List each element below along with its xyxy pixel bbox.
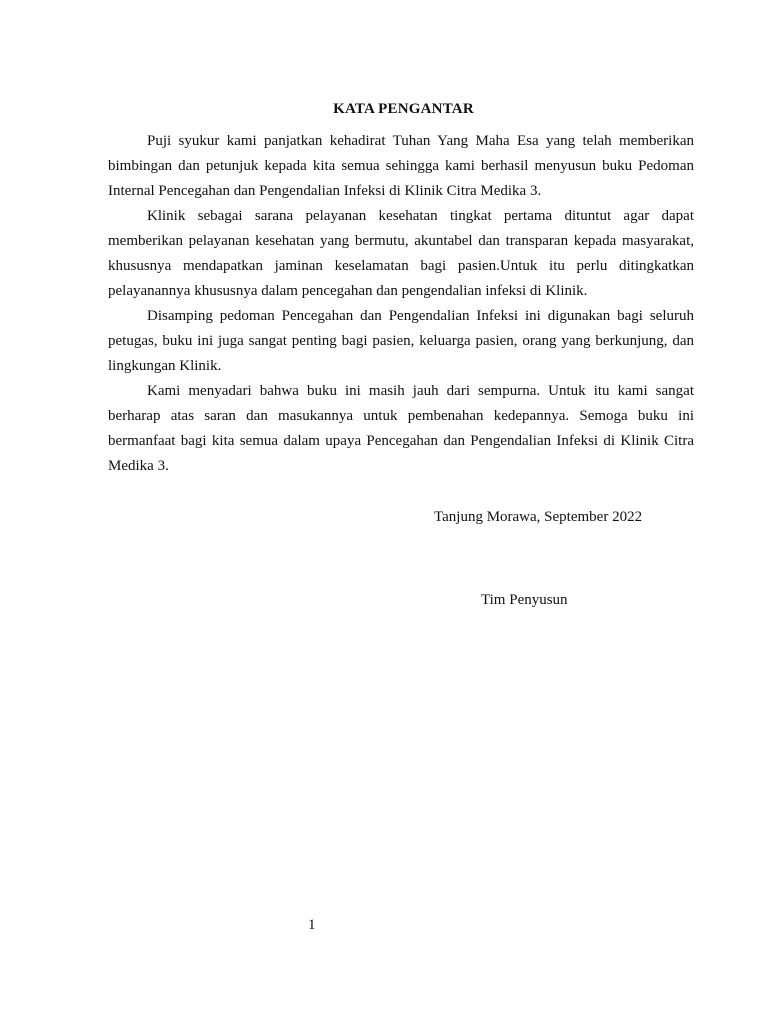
signer: Tim Penyusun (481, 592, 568, 608)
place-date: Tanjung Morawa, September 2022 (434, 509, 643, 525)
page-title: KATA PENGANTAR (333, 101, 474, 117)
page-number: 1 (308, 917, 316, 933)
paragraph-3: Disamping pedoman Pencegahan dan Pengendalian Infeksi ini digunakan bagi seluruh petugas, buku ini juga sangat penting bagi pasien, keluarga pasien, orang yang berkunjung, dan lingkungan Klinik. (108, 308, 694, 374)
body-text (108, 129, 694, 479)
paragraph-1: Puji syukur kami panjatkan kehadirat Tuhan Yang Maha Esa yang telah memberikan bimbingan dan petunjuk kepada kita semua sehingga kami berhasil menyusun buku Pedoman Internal Pencegahan dan Pengendalian Infeksi di Klinik Citra Medika 3. (108, 133, 694, 199)
paragraph-4: Kami menyadari bahwa buku ini masih jauh dari sempurna. Untuk itu kami sangat berharap atas saran dan masukannya untuk pembenahan kedepannya. Semoga buku ini bermanfaat bagi kita semua dalam upaya Pencegahan dan Pengendalian Infeksi di Klinik Citra Medika 3. (108, 383, 694, 474)
paragraph-2: Klinik sebagai sarana pelayanan kesehatan tingkat pertama dituntut agar dapat memberikan pelayanan kesehatan yang bermutu, akuntabel dan transparan kepada masyarakat, khususnya mendapatkan jaminan keselamatan bagi pasien.Untuk itu perlu ditingkatkan pelayanannya khususnya dalam pencegahan dan pengendalian infeksi di Klinik. (108, 208, 694, 299)
